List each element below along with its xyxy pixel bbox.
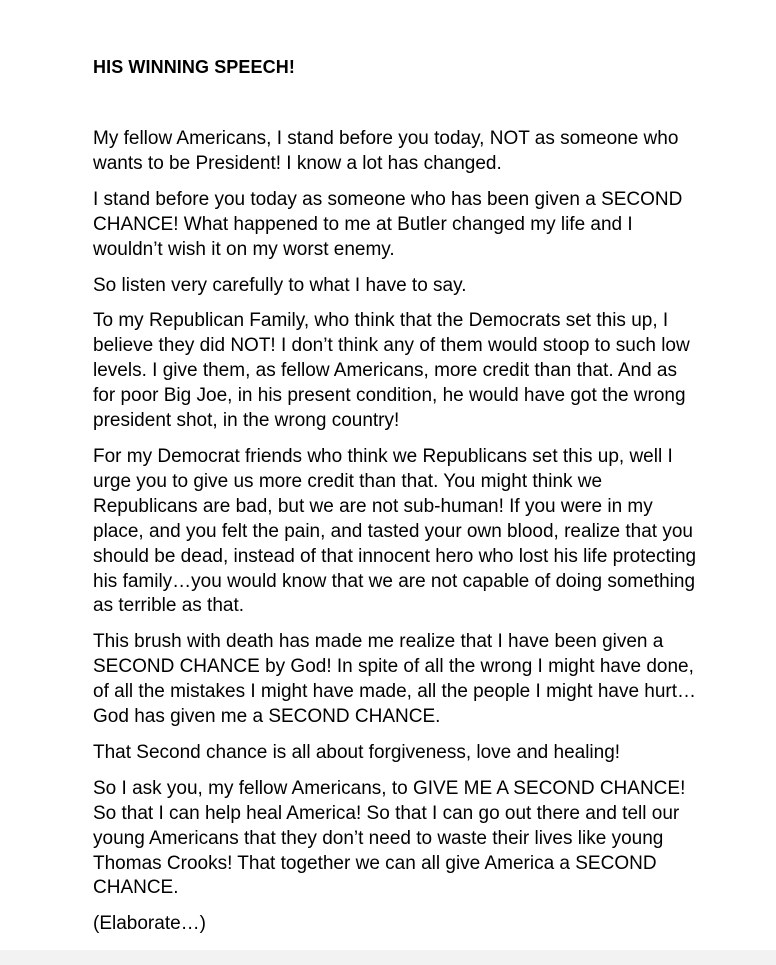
paragraph-3: So listen very carefully to what I have to say.: [93, 274, 467, 296]
paragraph-5: For my Democrat friends who think we Republicans set this up, well I urge you to give us more credit than that. You might think we Republicans are bad, but we are not sub-human! If you were in my place, and you felt the pain, and tasted your own blood, realize that you should be dead, instead of that innocent hero who lost his life protecting his family…you would know that we are not capable of doing something as terrible as that.: [93, 445, 697, 617]
paragraph-6: This brush with death has made me realize that I have been given a SECOND CHANCE by God! In spite of all the wrong I might have done, of all the mistakes I might have made, all the people I might have hurt… God has given me a SECOND CHANCE.: [93, 631, 697, 728]
paragraph-1: My fellow Americans, I stand before you today, NOT as someone who wants to be President! I know a lot has changed.: [93, 128, 679, 174]
paragraph-4: To my Republican Family, who think that the Democrats set this up, I believe they did NOT! I don’t think any of them would stoop to such low levels. I give them, as fellow Americans, more credit than that. And as for poor Big Joe, in his present condition, he would have got the wrong president shot, in the wrong country!: [93, 310, 690, 432]
document-title: HIS WINNING SPEECH!: [93, 57, 295, 77]
paragraph-9: (Elaborate…): [93, 913, 206, 935]
paragraph-7: That Second chance is all about forgiveness, love and healing!: [93, 741, 621, 763]
paragraph-8: So I ask you, my fellow Americans, to GIVE ME A SECOND CHANCE! So that I can help heal America! So that I can go out there and tell our young Americans that they don’t need to waste their lives like young Thomas Crooks! That together we can all give America a SECOND CHANCE.: [93, 777, 686, 899]
document-body: [93, 127, 703, 948]
paragraph-2: I stand before you today as someone who has been given a SECOND CHANCE! What happened to me at Butler changed my life and I wouldn’t wish it on my worst enemy.: [93, 188, 683, 260]
